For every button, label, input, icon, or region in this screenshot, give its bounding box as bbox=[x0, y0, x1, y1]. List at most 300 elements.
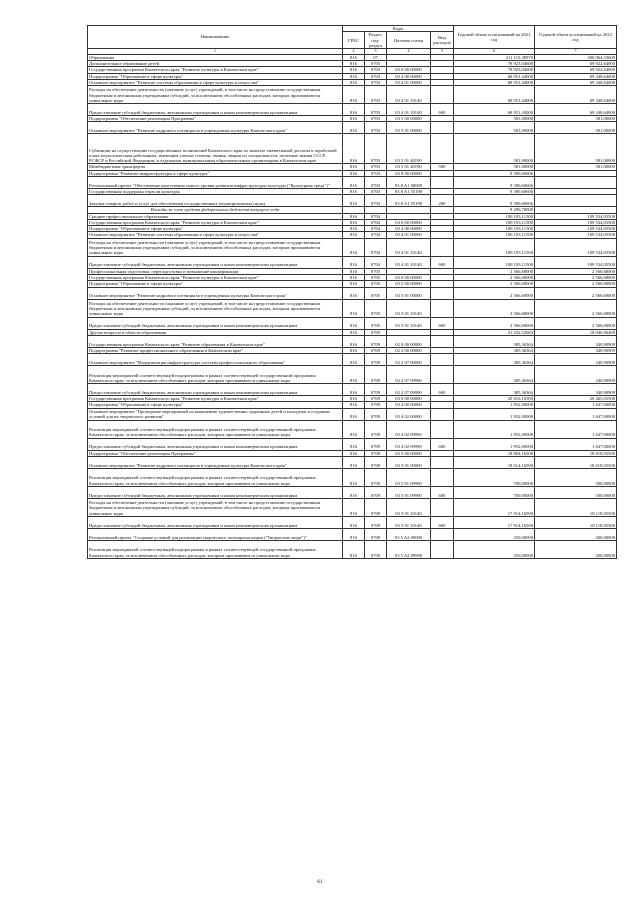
table-row bbox=[88, 498, 617, 516]
index-cell: 3 bbox=[365, 49, 387, 55]
row-2022-cell: 1 647,00000 bbox=[535, 438, 617, 450]
row-name-cell: Субвенции на осуществление государственных полномочий Камчатского края по выплате ежемесячной доплаты к заработной плате педагогическим работникам, имеющим ученые степени, звания, звания по специальности, почетные звания СССР, РСФСР и Российской Федерации, и отдельным муниципальным образовательным организациям в Камчатском крае bbox=[88, 134, 343, 164]
table-row bbox=[88, 456, 617, 468]
index-cell: 6 bbox=[454, 49, 535, 55]
row-vr-cell bbox=[431, 408, 454, 420]
row-2022-cell: 109 534,05500 bbox=[535, 213, 617, 219]
row-grbs-cell: 816 bbox=[343, 164, 365, 170]
row-2021-cell: 700,00000 bbox=[454, 468, 535, 486]
row-2022-cell: 581,00000 bbox=[535, 134, 617, 164]
row-name-cell: Региональный проект "Создание условий для реализации творческого потенциала нации ("Творческие люди")" bbox=[88, 528, 343, 540]
row-2022-cell: 340,90909 bbox=[535, 354, 617, 366]
header-cs: Целевая статья bbox=[387, 32, 431, 49]
row-name-cell: Основное мероприятие "Развитие кадрового потенциала в учреждениях культуры Камчатского края" bbox=[88, 122, 343, 134]
table-row bbox=[88, 287, 617, 299]
index-cell: 4 bbox=[387, 49, 431, 55]
table-row bbox=[88, 366, 617, 384]
row-razdel-cell: 0709 bbox=[365, 486, 387, 498]
row-grbs-cell: 816 bbox=[343, 281, 365, 287]
row-name-cell: Предоставление субсидий бюджетным, автономным учреждениям и иным некоммерческим организациям bbox=[88, 104, 343, 116]
row-2021-cell: 2 566,68000 bbox=[454, 268, 535, 274]
row-name-cell: Расходы на обеспечение деятельности (оказание услуг) учреждений, в том числе на предоставление государственным бюджетным и автономным учреждениям субсидий, за исключением обособленных расходов, которым присваиваются уникальные коды bbox=[88, 299, 343, 317]
row-2022-cell: 18 118,05500 bbox=[535, 516, 617, 528]
row-razdel-cell: 0704 bbox=[365, 213, 387, 219]
row-grbs-cell: 816 bbox=[343, 86, 365, 104]
row-2022-cell: 340,90909 bbox=[535, 384, 617, 396]
row-2021-cell: 68 951,44000 bbox=[454, 104, 535, 116]
row-vr-cell bbox=[431, 528, 454, 540]
row-grbs-cell: 816 bbox=[343, 268, 365, 274]
index-cell: 1 bbox=[88, 49, 343, 55]
row-razdel-cell: 0705 bbox=[365, 274, 387, 280]
row-cs-cell: 03 4 01 10140 bbox=[387, 238, 431, 256]
row-name-cell: Основное мероприятие "Развитие кадрового потенциала в учреждениях культуры Камчатского края" bbox=[88, 456, 343, 468]
row-razdel-cell: 0703 bbox=[365, 116, 387, 122]
row-razdel-cell: 0703 bbox=[365, 122, 387, 134]
row-2022-cell: 69 922,64000 bbox=[535, 61, 617, 67]
header-year-2021: Годовой объем ассигнований на 2021 год bbox=[454, 26, 535, 49]
row-razdel-cell: 0705 bbox=[365, 299, 387, 317]
row-name-cell: Подпрограмма "Образование в сфере культуры" bbox=[88, 73, 343, 79]
row-name-cell: Предоставление субсидий бюджетным, автономным учреждениям и иным некоммерческим организациям bbox=[88, 256, 343, 268]
row-cs-cell: 03 4 01 10140 bbox=[387, 86, 431, 104]
row-cs-cell: 03 4 01 00000 bbox=[387, 79, 431, 85]
row-2021-cell: 385,36364 bbox=[454, 354, 535, 366]
row-vr-cell bbox=[431, 456, 454, 468]
row-razdel-cell: 0709 bbox=[365, 329, 387, 335]
row-2022-cell: 109 534,05500 bbox=[535, 256, 617, 268]
row-cs-cell: 03 5 01 00000 bbox=[387, 456, 431, 468]
row-2021-cell: 2 566,68000 bbox=[454, 287, 535, 299]
row-cs-cell: 02 2 00 00000 bbox=[387, 347, 431, 353]
row-cs-cell: 03 4 01 10140 bbox=[387, 256, 431, 268]
row-name-cell: Подпрограмма "Образование в сфере культуры" bbox=[88, 281, 343, 287]
table-row bbox=[88, 384, 617, 396]
row-grbs-cell: 816 bbox=[343, 354, 365, 366]
row-vr-cell: 200 bbox=[431, 195, 454, 207]
row-2022-cell: 2 566,68000 bbox=[535, 299, 617, 317]
row-cs-cell: 03 4 00 00000 bbox=[387, 226, 431, 232]
row-2022-cell: 200,00000 bbox=[535, 540, 617, 558]
row-name-cell: Подпрограмма "Развитие инфраструктуры в сфере культуры" bbox=[88, 170, 343, 176]
table-body bbox=[88, 54, 617, 558]
row-name-cell: Государственная программа Камчатского края "Развитие культуры в Камчатском крае" bbox=[88, 274, 343, 280]
row-cs-cell: 03 5 01 10140 bbox=[387, 299, 431, 317]
row-name-cell: Государственная программа Камчатского края "Развитие культуры в Камчатском крае" bbox=[88, 396, 343, 402]
row-razdel-cell: 0709 bbox=[365, 528, 387, 540]
row-2021-cell: 21 432,52084 bbox=[454, 329, 535, 335]
row-razdel-cell: 0703 bbox=[365, 188, 387, 194]
row-name-cell: Подпрограмма "Образование в сфере культуры" bbox=[88, 402, 343, 408]
row-2021-cell: 2 566,68000 bbox=[454, 317, 535, 329]
row-grbs-cell: 816 bbox=[343, 61, 365, 67]
row-name-cell: Государственная программа Камчатского края "Развитие культуры в Камчатском крае" bbox=[88, 219, 343, 225]
row-2022-cell: 2 566,68000 bbox=[535, 317, 617, 329]
row-name-cell: Подпрограмма "Обеспечение реализации Программы" bbox=[88, 450, 343, 456]
row-razdel-cell: 0709 bbox=[365, 456, 387, 468]
table-row bbox=[88, 256, 617, 268]
row-vr-cell bbox=[431, 134, 454, 164]
row-name-cell: Основное мероприятие "Проведение мероприятий по выявлению художественно одаренных детей и молодежи и созданию условий для их творческого развития" bbox=[88, 408, 343, 420]
row-2021-cell: 581,00000 bbox=[454, 116, 535, 122]
row-vr-cell: 600 bbox=[431, 516, 454, 528]
header-grbs: ГРБС bbox=[343, 32, 365, 49]
row-vr-cell bbox=[431, 176, 454, 188]
row-grbs-cell: 816 bbox=[343, 299, 365, 317]
row-2022-cell: 109 534,05500 bbox=[535, 232, 617, 238]
row-grbs-cell: 816 bbox=[343, 408, 365, 420]
row-razdel-cell: 0709 bbox=[365, 498, 387, 516]
row-name-cell: Образование bbox=[88, 54, 343, 60]
row-2021-cell: 581,00000 bbox=[454, 164, 535, 170]
row-cs-cell: 02 2 07 09990 bbox=[387, 384, 431, 396]
table-row bbox=[88, 468, 617, 486]
row-grbs-cell: 816 bbox=[343, 347, 365, 353]
row-name-cell: Предоставление субсидий бюджетным, автономным учреждениям и иным некоммерческим организациям bbox=[88, 486, 343, 498]
row-name-cell: Другие вопросы в области образования bbox=[88, 329, 343, 335]
row-razdel-cell: 0703 bbox=[365, 61, 387, 67]
row-2022-cell: 18 040,96409 bbox=[535, 329, 617, 335]
row-grbs-cell: 816 bbox=[343, 516, 365, 528]
header-vr: Вид расходов bbox=[431, 32, 454, 49]
row-cs-cell: 03 0 00 00000 bbox=[387, 396, 431, 402]
row-vr-cell bbox=[431, 366, 454, 384]
row-vr-cell bbox=[431, 287, 454, 299]
row-2021-cell: 1 952,00000 bbox=[454, 438, 535, 450]
row-razdel-cell: 0703 bbox=[365, 86, 387, 104]
row-2021-cell: 1 952,00000 bbox=[454, 408, 535, 420]
table-row bbox=[88, 317, 617, 329]
row-name-cell: Предоставление субсидий бюджетным, автономным учреждениям и иным некоммерческим организациям bbox=[88, 317, 343, 329]
row-name-cell: Подпрограмма "Обеспечение реализации Программы" bbox=[88, 116, 343, 122]
table-row bbox=[88, 104, 617, 116]
row-name-cell: Расходы на обеспечение деятельности (оказание услуг) учреждений, в том числе на предоставление государственным бюджетным и автономным учреждениям субсидий, за исключением обособленных расходов, которым присваиваются уникальные коды bbox=[88, 498, 343, 516]
row-2022-cell: 69 922,64000 bbox=[535, 67, 617, 73]
row-2021-cell: 2 566,68000 bbox=[454, 299, 535, 317]
row-cs-cell: 03 0 00 00000 bbox=[387, 67, 431, 73]
row-grbs-cell: 816 bbox=[343, 73, 365, 79]
table-row bbox=[88, 134, 617, 164]
row-2021-cell: 17 914,16500 bbox=[454, 498, 535, 516]
row-name-cell: Среднее профессиональное образование bbox=[88, 213, 343, 219]
row-name-cell: Межбюджетные трансферты bbox=[88, 164, 343, 170]
row-2022-cell: 581,00000 bbox=[535, 164, 617, 170]
header-razdel: Раздел, под-раздел bbox=[365, 32, 387, 49]
row-2022-cell: 200 064,33609 bbox=[535, 54, 617, 60]
row-grbs-cell: 816 bbox=[343, 438, 365, 450]
row-2022-cell: 200,00000 bbox=[535, 528, 617, 540]
row-cs-cell: 03 5 01 00000 bbox=[387, 122, 431, 134]
row-cs-cell: 03 5 01 09990 bbox=[387, 486, 431, 498]
table-row bbox=[88, 176, 617, 188]
row-vr-cell bbox=[431, 335, 454, 347]
row-name-cell: Профессиональная подготовка, переподготовка и повышение квалификации bbox=[88, 268, 343, 274]
row-grbs-cell: 816 bbox=[343, 219, 365, 225]
page-number: 61 bbox=[317, 879, 323, 885]
row-razdel-cell: 0709 bbox=[365, 396, 387, 402]
row-2021-cell: 9 390,60606 bbox=[454, 195, 535, 207]
row-cs-cell: 03 8 00 00000 bbox=[387, 170, 431, 176]
row-vr-cell bbox=[431, 498, 454, 516]
row-grbs-cell: 816 bbox=[343, 384, 365, 396]
row-razdel-cell: 0703 bbox=[365, 170, 387, 176]
row-razdel-cell: 0709 bbox=[365, 420, 387, 438]
row-razdel-cell: 0709 bbox=[365, 438, 387, 450]
table-row bbox=[88, 486, 617, 498]
row-2021-cell: 9 296,70000 bbox=[454, 207, 535, 213]
row-2022-cell: 1 647,00000 bbox=[535, 402, 617, 408]
row-name-cell: Предоставление субсидий бюджетным, автономным учреждениям и иным некоммерческим организациям bbox=[88, 438, 343, 450]
row-name-cell: Закупка товаров, работ и услуг для обеспечения государственных (муниципальных) нужд bbox=[88, 195, 343, 207]
budget-table bbox=[87, 25, 617, 559]
row-razdel-cell: 0705 bbox=[365, 287, 387, 299]
row-cs-cell: 03 8 A1 00000 bbox=[387, 176, 431, 188]
row-2022-cell: 340,90909 bbox=[535, 335, 617, 347]
row-2022-cell: 20 465,05500 bbox=[535, 396, 617, 402]
index-cell: 2 bbox=[343, 49, 365, 55]
row-razdel-cell: 0709 bbox=[365, 354, 387, 366]
row-2021-cell: 108 193,11500 bbox=[454, 232, 535, 238]
row-2021-cell: 18 614,16500 bbox=[454, 456, 535, 468]
row-vr-cell: 600 bbox=[431, 486, 454, 498]
row-razdel-cell: 0703 bbox=[365, 73, 387, 79]
row-2022-cell: 2 566,68000 bbox=[535, 281, 617, 287]
row-2021-cell: 2 566,68000 bbox=[454, 274, 535, 280]
row-2021-cell: 2 566,68000 bbox=[454, 281, 535, 287]
row-grbs-cell: 816 bbox=[343, 366, 365, 384]
row-cs-cell: 03 5 01 09990 bbox=[387, 468, 431, 486]
row-cs-cell: 03 4 01 00000 bbox=[387, 232, 431, 238]
table-row bbox=[88, 516, 617, 528]
row-grbs-cell: 816 bbox=[343, 134, 365, 164]
row-vr-cell bbox=[431, 468, 454, 486]
row-razdel-cell: 0703 bbox=[365, 164, 387, 170]
row-cs-cell: 02 2 07 09990 bbox=[387, 366, 431, 384]
row-2021-cell: 108 193,11500 bbox=[454, 213, 535, 219]
row-2022-cell: 109 534,05500 bbox=[535, 238, 617, 256]
row-2022-cell: 1 647,00000 bbox=[535, 408, 617, 420]
row-2022-cell: 109 534,05500 bbox=[535, 226, 617, 232]
row-grbs-cell: 816 bbox=[343, 122, 365, 134]
row-2022-cell: 2 566,68000 bbox=[535, 274, 617, 280]
row-razdel-cell: 0709 bbox=[365, 450, 387, 456]
row-grbs-cell: 816 bbox=[343, 79, 365, 85]
row-grbs-cell: 816 bbox=[343, 317, 365, 329]
table-row bbox=[88, 86, 617, 104]
row-grbs-cell: 816 bbox=[343, 195, 365, 207]
row-2021-cell: 108 193,11500 bbox=[454, 238, 535, 256]
row-cs-cell: 03 5 01 40190 bbox=[387, 134, 431, 164]
row-vr-cell bbox=[431, 420, 454, 438]
row-2022-cell: 340,90909 bbox=[535, 366, 617, 384]
row-name-cell: Основное мероприятие "Развитие системы образования в сфере культуры и искусства" bbox=[88, 232, 343, 238]
row-grbs-cell: 816 bbox=[343, 287, 365, 299]
row-cs-cell: 03 4 02 09990 bbox=[387, 438, 431, 450]
row-2021-cell: 385,36364 bbox=[454, 384, 535, 396]
row-name-cell: Предоставление субсидий бюджетным, автономным учреждениям и иным некоммерческим организациям bbox=[88, 516, 343, 528]
row-grbs-cell: 816 bbox=[343, 238, 365, 256]
row-cs-cell: 02 2 07 00000 bbox=[387, 354, 431, 366]
row-razdel-cell: 0704 bbox=[365, 238, 387, 256]
row-grbs-cell: 816 bbox=[343, 232, 365, 238]
index-cell: 7 bbox=[535, 49, 617, 55]
row-2021-cell: 9 390,60606 bbox=[454, 188, 535, 194]
table-row bbox=[88, 438, 617, 450]
row-vr-cell bbox=[431, 122, 454, 134]
row-2021-cell: 68 951,44000 bbox=[454, 86, 535, 104]
row-2021-cell: 108 193,11500 bbox=[454, 226, 535, 232]
table-row bbox=[88, 299, 617, 317]
row-2022-cell: 69 348,64000 bbox=[535, 104, 617, 116]
table-row bbox=[88, 195, 617, 207]
row-vr-cell bbox=[431, 540, 454, 558]
row-name-cell: Основное мероприятие "Развитие кадрового потенциала в учреждениях культуры Камчатского края" bbox=[88, 287, 343, 299]
row-razdel-cell: 0704 bbox=[365, 219, 387, 225]
row-razdel-cell: 0703 bbox=[365, 67, 387, 73]
row-grbs-cell: 816 bbox=[343, 528, 365, 540]
row-grbs-cell: 816 bbox=[343, 335, 365, 347]
row-vr-cell: 600 bbox=[431, 317, 454, 329]
row-2022-cell: 69 348,64000 bbox=[535, 73, 617, 79]
row-2021-cell: 581,00000 bbox=[454, 134, 535, 164]
row-2022-cell: 581,00000 bbox=[535, 122, 617, 134]
row-grbs-cell: 816 bbox=[343, 256, 365, 268]
table-header bbox=[88, 26, 617, 55]
row-grbs-cell: 816 bbox=[343, 54, 365, 60]
row-grbs-cell: 816 bbox=[343, 226, 365, 232]
row-vr-cell: 500 bbox=[431, 164, 454, 170]
row-2022-cell: 500,00000 bbox=[535, 486, 617, 498]
row-cs-cell: 03 0 00 00000 bbox=[387, 219, 431, 225]
header-year-2022: Годовой объем ассигнований на 2022 год bbox=[535, 26, 617, 49]
row-2021-cell: 1 952,00000 bbox=[454, 420, 535, 438]
row-name-cell: Реализация мероприятий соответствующей подпрограммы в рамках соответствующей государственной программы Камчатского края, за исключением обособленных расходов, которым присваиваются уникальные коды bbox=[88, 420, 343, 438]
row-name-cell: Расходы за счет средств федерального бюджета текущего года bbox=[88, 207, 343, 213]
row-name-cell: Расходы на обеспечение деятельности (оказание услуг) учреждений, в том числе на предоставление государственным бюджетным и автономным учреждениям субсидий, за исключением обособленных расходов, которым присваиваются уникальные коды bbox=[88, 86, 343, 104]
row-2022-cell bbox=[535, 176, 617, 188]
row-grbs-cell: 816 bbox=[343, 486, 365, 498]
row-2021-cell: 385,36364 bbox=[454, 335, 535, 347]
row-2021-cell: 250,00000 bbox=[454, 528, 535, 540]
header-name: Наименование bbox=[88, 26, 343, 49]
row-2022-cell bbox=[535, 195, 617, 207]
row-razdel-cell: 0709 bbox=[365, 408, 387, 420]
header-codes: Коды bbox=[343, 26, 454, 32]
row-grbs-cell: 816 bbox=[343, 104, 365, 116]
row-razdel-cell: 0705 bbox=[365, 317, 387, 329]
row-razdel-cell: 0705 bbox=[365, 281, 387, 287]
row-cs-cell: 03 5 01 40190 bbox=[387, 164, 431, 170]
row-2022-cell: 18 818,05500 bbox=[535, 450, 617, 456]
row-name-cell: Государственная программа Камчатского края "Развитие культуры в Камчатском крае" bbox=[88, 67, 343, 73]
row-name-cell: Подпрограмма "Образование в сфере культуры" bbox=[88, 226, 343, 232]
row-2021-cell: 385,36364 bbox=[454, 366, 535, 384]
row-2022-cell: 18 118,05500 bbox=[535, 498, 617, 516]
row-cs-cell: 03 5 01 10140 bbox=[387, 516, 431, 528]
row-grbs-cell: 816 bbox=[343, 213, 365, 219]
row-grbs-cell: 816 bbox=[343, 456, 365, 468]
row-cs-cell: 03 5 A2 09990 bbox=[387, 540, 431, 558]
row-grbs-cell: 816 bbox=[343, 188, 365, 194]
row-razdel-cell: 0709 bbox=[365, 540, 387, 558]
table-row bbox=[88, 540, 617, 558]
row-2022-cell: 69 348,64000 bbox=[535, 79, 617, 85]
row-razdel-cell: 0703 bbox=[365, 195, 387, 207]
row-2022-cell: 69 348,64000 bbox=[535, 86, 617, 104]
index-cell: 5 bbox=[431, 49, 454, 55]
row-2021-cell: 108 193,11500 bbox=[454, 219, 535, 225]
row-name-cell: Государственная поддержка отрасли культуры bbox=[88, 188, 343, 194]
row-vr-cell bbox=[431, 354, 454, 366]
row-razdel-cell: 0709 bbox=[365, 384, 387, 396]
row-vr-cell: 600 bbox=[431, 438, 454, 450]
row-cs-cell: 03 8 A1 55190 bbox=[387, 188, 431, 194]
row-2021-cell: 68 951,44000 bbox=[454, 73, 535, 79]
table-row bbox=[88, 122, 617, 134]
row-cs-cell: 03 8 A1 55190 bbox=[387, 195, 431, 207]
row-cs-cell: 03 5 00 00000 bbox=[387, 281, 431, 287]
row-grbs-cell: 816 bbox=[343, 396, 365, 402]
row-name-cell: Региональный проект "Обеспечение качественно нового уровня развития инфраструктуры культуры ("Культурная среда")" bbox=[88, 176, 343, 188]
row-2021-cell: 385,36364 bbox=[454, 347, 535, 353]
row-2021-cell: 68 951,44000 bbox=[454, 79, 535, 85]
row-2021-cell: 250,00000 bbox=[454, 540, 535, 558]
row-name-cell: Государственная программа Камчатского края "Развитие образования в Камчатском крае" bbox=[88, 335, 343, 347]
table-row bbox=[88, 354, 617, 366]
row-2021-cell: 17 914,16500 bbox=[454, 516, 535, 528]
row-razdel-cell: 0703 bbox=[365, 79, 387, 85]
row-2021-cell: 18 864,16500 bbox=[454, 450, 535, 456]
row-razdel-cell: 07 bbox=[365, 54, 387, 60]
row-name-cell: Реализация мероприятий соответствующей подпрограммы в рамках соответствующей государственной программы Камчатского края, за исключением обособленных расходов, которым присваиваются уникальные коды bbox=[88, 366, 343, 384]
row-razdel-cell: 0709 bbox=[365, 402, 387, 408]
row-name-cell: Основное мероприятие "Развитие системы образования в сфере культуры и искусства" bbox=[88, 79, 343, 85]
row-cs-cell: 03 4 00 00000 bbox=[387, 73, 431, 79]
row-grbs-cell: 816 bbox=[343, 540, 365, 558]
row-cs-cell: 03 4 02 09990 bbox=[387, 420, 431, 438]
row-razdel-cell: 0703 bbox=[365, 176, 387, 188]
row-vr-cell: 600 bbox=[431, 256, 454, 268]
row-2021-cell: 700,00000 bbox=[454, 486, 535, 498]
row-grbs-cell: 816 bbox=[343, 274, 365, 280]
row-2021-cell: 211 115,38970 bbox=[454, 54, 535, 60]
row-cs-cell: 03 5 01 10140 bbox=[387, 317, 431, 329]
row-grbs-cell: 816 bbox=[343, 67, 365, 73]
row-razdel-cell: 0709 bbox=[365, 468, 387, 486]
row-razdel-cell: 0709 bbox=[365, 516, 387, 528]
row-2022-cell: 340,90909 bbox=[535, 347, 617, 353]
row-cs-cell: 03 4 01 10140 bbox=[387, 104, 431, 116]
row-razdel-cell: 0709 bbox=[365, 366, 387, 384]
row-2021-cell: 108 193,11500 bbox=[454, 256, 535, 268]
row-cs-cell: 03 4 00 00000 bbox=[387, 402, 431, 408]
table-row bbox=[88, 528, 617, 540]
row-grbs-cell: 816 bbox=[343, 450, 365, 456]
row-razdel-cell: 0704 bbox=[365, 256, 387, 268]
row-2021-cell: 9 390,60606 bbox=[454, 176, 535, 188]
row-name-cell: Дополнительное образование детей bbox=[88, 61, 343, 67]
row-cs-cell: 03 5 00 00000 bbox=[387, 450, 431, 456]
row-2022-cell: 18 618,05500 bbox=[535, 456, 617, 468]
row-vr-cell: 600 bbox=[431, 104, 454, 116]
row-2022-cell: 109 534,05500 bbox=[535, 219, 617, 225]
row-vr-cell bbox=[431, 238, 454, 256]
row-cs-cell: 03 5 00 00000 bbox=[387, 116, 431, 122]
row-2022-cell: 500,00000 bbox=[535, 468, 617, 486]
row-cs-cell: 03 4 02 00000 bbox=[387, 408, 431, 420]
row-2021-cell: 1 952,00000 bbox=[454, 402, 535, 408]
row-razdel-cell: 0703 bbox=[365, 104, 387, 116]
